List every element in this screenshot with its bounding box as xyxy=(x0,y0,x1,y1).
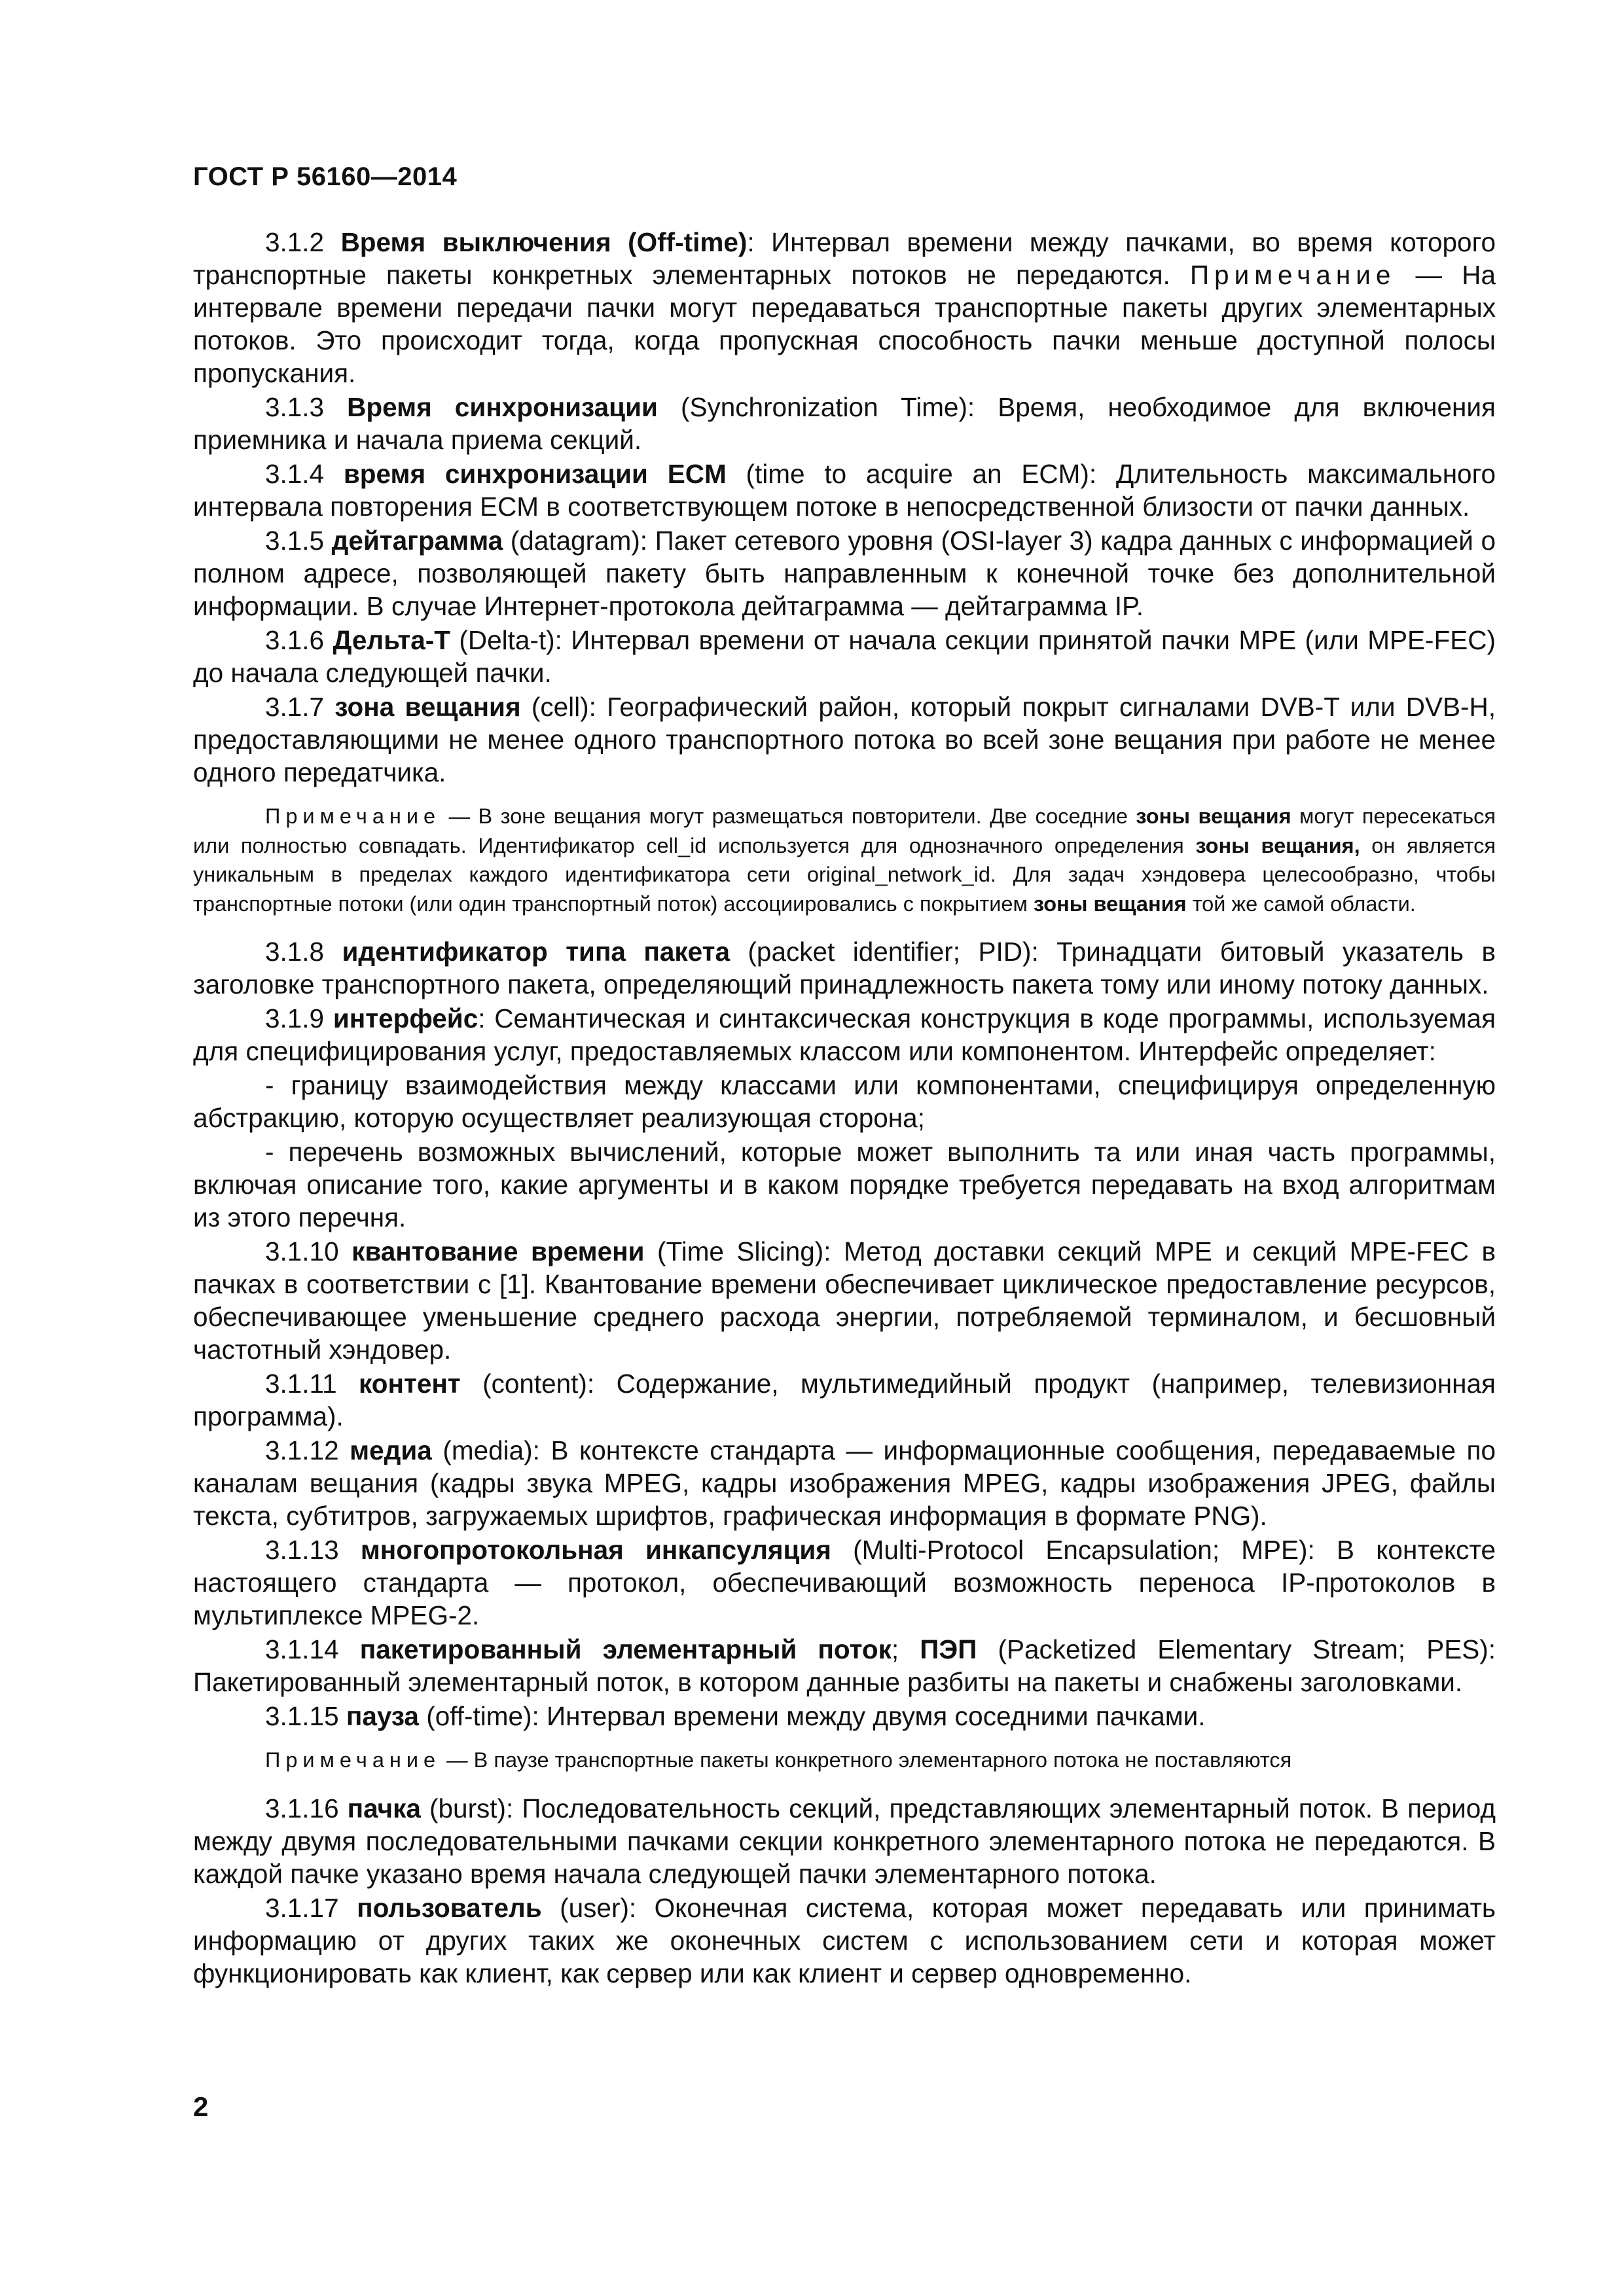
entry-text: (time to acquire an ECM): Длительность максимального интервала повторения ECM в соответствующем потоке в непосредственной близости от пачки данных. xyxy=(193,459,1496,522)
entry-term: пакетированный элементарный поток xyxy=(359,1634,892,1664)
entry-term: многопротокольная инкапсуляция xyxy=(360,1535,831,1565)
term-entry-3-1-15 xyxy=(193,1700,1496,1732)
term-entry-3-1-16 xyxy=(193,1792,1496,1890)
entry-number: 3.1.14 xyxy=(265,1634,360,1664)
note-term: зоны вещания xyxy=(1033,891,1187,916)
entry-text: (off-time): Интервал времени между двумя соседними пачками. xyxy=(418,1701,1206,1731)
page-number: 2 xyxy=(193,2091,209,2122)
entry-term: контент xyxy=(359,1369,461,1399)
entry-text: (packet identifier; PID): Тринадцати битовый указатель в заголовке транспортного пакета, определяющий принадлежность пакета тому или иному потоку данных. xyxy=(193,937,1496,999)
entry-text: (Synchronization Time): Время, необходимое для включения приемника и начала приема секций. xyxy=(193,392,1496,455)
term-entry-3-1-6 xyxy=(193,624,1496,689)
term-entry-3-1-11 xyxy=(193,1367,1496,1433)
note-text: той же самой области. xyxy=(1186,891,1416,916)
term-entry-3-1-8 xyxy=(193,935,1496,1001)
entry-number: 3.1.13 xyxy=(265,1535,361,1565)
entry-number: 3.1.6 xyxy=(265,625,333,655)
term-entry-3-1-10 xyxy=(193,1235,1496,1366)
term-entry-3-1-7 xyxy=(193,691,1496,789)
note-label: Примечание xyxy=(265,1748,441,1772)
entry-text: (user): Оконечная система, которая может передавать или принимать информацию от других таких же оконечных систем с использованием сети и которая может функционировать как клиент, как сервер или как клиент и сервер одновременно. xyxy=(193,1892,1496,1988)
term-entry-3-1-12 xyxy=(193,1434,1496,1532)
term-entry-3-1-14 xyxy=(193,1633,1496,1698)
note-text: он является уникальным в пределах каждого идентификатора сети original_network_id. Для задач хэндовера целесообразно, чтобы транспортные потоки (или один транспортный поток) ассоциировались с покрытием xyxy=(193,833,1496,916)
entry-number: 3.1.8 xyxy=(265,937,342,967)
entry-term: медиа xyxy=(350,1435,432,1465)
entry-text: (content): Содержание, мультимедийный продукт (например, телевизионная программа). xyxy=(193,1369,1496,1431)
entry-text: : Интервал времени между пачками, во время которого транспортные пакеты конкретных элементарных потоков не передаются. xyxy=(193,227,1496,290)
entry-text: (media): В контексте стандарта — информационные сообщения, передаваемые по каналам вещания (кадры звука MPEG, кадры изображения MPEG, кадры изображения JPEG, файлы текста, субтитров, загружаемых шрифтов, графическая информация в формате PNG). xyxy=(193,1435,1496,1531)
term-entry-3-1-4 xyxy=(193,457,1496,523)
term-entry-3-1-5 xyxy=(193,524,1496,622)
entry-number: 3.1.7 xyxy=(265,692,335,722)
entry-number: 3.1.16 xyxy=(265,1793,348,1823)
list-item: - перечень возможных вычислений, которые может выполнить та или иная часть программы, включая описание того, какие аргументы и в каком порядке требуется передавать на вход алгоритмам из этого перечня. xyxy=(193,1137,1496,1232)
term-entry-3-1-17 xyxy=(193,1892,1496,1990)
entry-term: дейтаграмма xyxy=(331,526,503,556)
term-entry-3-1-13 xyxy=(193,1534,1496,1632)
entry-term: пауза xyxy=(346,1701,419,1731)
entry-text: (burst): Последовательность секций, представляющих элементарный поток. В период между двумя последовательными пачками секции конкретного элементарного потока не передаются. В каждой пачке указано время начала следующей пачки элементарного потока. xyxy=(193,1793,1496,1889)
entry-term: пользователь xyxy=(357,1892,542,1923)
note-cell xyxy=(193,802,1496,918)
entry-text: (Packetized Elementary Stream; PES): Пакетированный элементарный поток, в котором данные разбиты на пакеты и снабжены заголовками. xyxy=(193,1634,1496,1697)
document-body xyxy=(193,226,1496,1991)
note-term: зоны вещания, xyxy=(1195,833,1360,857)
entry-text: : Семантическая и синтаксическая конструкция в коде программы, используемая для специфицирования услуг, предоставляемых классом или компонентом. Интерфейс определяет: xyxy=(193,1003,1496,1066)
entry-term: пачка xyxy=(347,1793,421,1823)
note-pause xyxy=(193,1746,1496,1775)
entry-number: 3.1.15 xyxy=(265,1701,346,1731)
entry-text: (Time Slicing): Метод доставки секций MPE и секций MPE-FEC в пачках в соответствии с [1]. Квантование времени обеспечивает циклическое предоставление ресурсов, обеспечивающее уменьшение среднего расхода энергии, потребляемой терминалом, и бесшовный частотный хэндовер. xyxy=(193,1236,1496,1365)
note-text: — В зоне вещания могут размещаться повторители. Две соседние xyxy=(441,804,1136,828)
note-label: Примечание xyxy=(265,804,441,828)
entry-term: зона вещания xyxy=(334,692,521,722)
entry-number: 3.1.10 xyxy=(265,1236,352,1266)
note-text: могут пересекаться или полностью совпадать. Идентификатор cell_id используется для однозначного определения xyxy=(193,804,1496,857)
entry-number: 3.1.9 xyxy=(265,1003,333,1033)
list-item: - границу взаимодействия между классами или компонентами, специфицируя определенную абстракцию, которую осуществляет реализующая сторона; xyxy=(193,1070,1496,1133)
entry-text: (Delta-t): Интервал времени от начала секции принятой пачки MPE (или MPE-FEC) до начала следующей пачки. xyxy=(193,625,1496,688)
entry-text: (cell): Географический район, который покрыт сигналами DVB-T или DVB-H, предоставляющими не менее одного транспортного потока во всей зоне вещания при работе не менее одного передатчика. xyxy=(193,692,1496,787)
entry-number: 3.1.12 xyxy=(265,1435,350,1465)
entry-separator: ; xyxy=(891,1634,920,1664)
entry-term: Время выключения (Off-time) xyxy=(340,227,748,257)
entry-number: 3.1.11 xyxy=(265,1369,359,1399)
entry-number: 3.1.2 xyxy=(265,227,341,257)
entry-term: время синхронизации ECM xyxy=(343,459,727,489)
term-entry-3-1-9 xyxy=(193,1002,1496,1067)
standard-header: ГОСТ Р 56160—2014 xyxy=(193,162,458,191)
term-entry-3-1-2 xyxy=(193,226,1496,389)
entry-number: 3.1.5 xyxy=(265,526,332,556)
entry-number: 3.1.4 xyxy=(265,459,344,489)
entry-term: Время синхронизации xyxy=(347,392,658,422)
entry-number: 3.1.17 xyxy=(265,1892,357,1923)
entry-term-abbr: ПЭП xyxy=(920,1634,977,1664)
entry-text: — На интервале времени передачи пачки могут передаваться транспортные пакеты других элементарных потоков. Это происходит тогда, когда пропускная способность пачки меньше доступной полосы пропускания. xyxy=(193,260,1496,388)
entry-term: Дельта-T xyxy=(333,625,451,655)
entry-text: (datagram): Пакет сетевого уровня (OSI-layer 3) кадра данных с информацией о полном адресе, позволяющей пакету быть направленным к конечной точке без дополнительной информации. В случае Интернет-протокола дейтаграмма — дейтаграмма IP. xyxy=(193,526,1496,621)
note-term: зоны вещания xyxy=(1136,804,1291,828)
entry-number: 3.1.3 xyxy=(265,392,348,422)
note-text: — В паузе транспортные пакеты конкретного элементарного потока не поставляются xyxy=(441,1748,1292,1772)
term-entry-3-1-3 xyxy=(193,391,1496,456)
entry-term: интерфейс xyxy=(333,1003,478,1033)
note-label: Примечание xyxy=(1189,260,1396,290)
entry-text: (Multi-Protocol Encapsulation; MPE): В контексте настоящего стандарта — протокол, обеспечивающий возможность переноса IP-протоколов в мультиплексе MPEG-2. xyxy=(193,1535,1496,1630)
entry-term: квантование времени xyxy=(352,1236,645,1266)
entry-term: идентификатор типа пакета xyxy=(342,937,730,967)
